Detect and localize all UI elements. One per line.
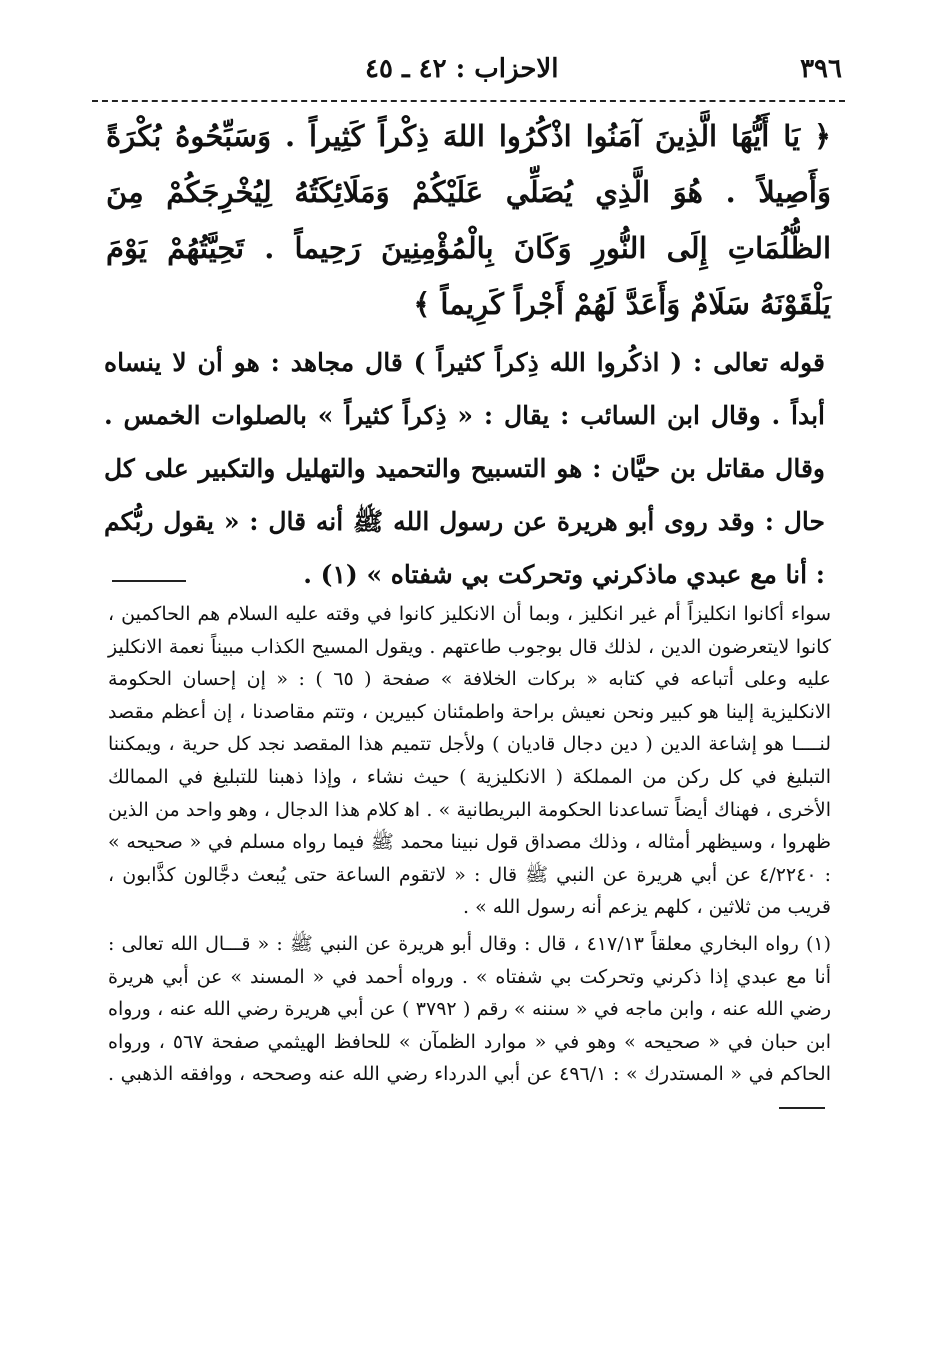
commentary-text: قوله تعالى : ( اذكُروا الله ذِكراً كثيراً ) قال مجاهد : هو أن لا ينساه أبداً . وقال ابن السائب : يقال : « ذِكراً كثيراً » بالصلوات الخمس . وقال مقاتل بن حيَّان : هو التسبيح والتحميد والتهليل والتكبير على كل حال : وقد روى أبو هريرة عن رسول الله ﷺ أنه قال : « يقول ربُّكم : أنا مع عبدي ماذكرني وتحركت بي شفتاه » (١) . xyxy=(104,348,825,589)
footnote-1 xyxy=(108,928,831,1124)
header-divider xyxy=(92,100,845,102)
footnote-divider xyxy=(112,580,186,582)
footnote-end-rule xyxy=(779,1107,825,1109)
footnote-continued: سواء أكانوا انكليزاً أم غير انكليز ، وبما أن الانكليز كانوا في وقته عليه السلام هم الحاكمين ، كانوا لايتعرضون الدين ، لذلك قال بوجوب طاعتهم . ويقول المسيح الكذاب مبيناً نعمة الانكليز عليه وعلى أتباعه في كتابه « بركات الخلافة » صفحة ( ٦٥ ) : « إن إحسان الحكومة الانكليزية إلينا هو كبير ونحن نعيش براحة واطمئنان كبيرين ، وتتم مقاصدنا ، إن أعظم مقصد لنــــا هو إشاعة الدين ( دين دجال قاديان ) ولأجل تتميم هذا المقصد نجد كل حرية ، ويمكننا التبليغ في كل ركن من المملكة ( الانكليزية ) حيث نشاء ، وإذا ذهبنا للتبليغ في الممالك الأخرى ، فهناك أيضاً تساعدنا الحكومة البريطانية » . اﻫ كلام هذا الدجال ، وهو واحد من الذين ظهروا ، وسيظهر أمثاله ، وذلك مصداق قول نبينا محمد ﷺ فيما رواه مسلم في « صحيحه » : ٤/٢٢٤٠ عن أبي هريرة عن النبي ﷺ قال : « لاتقوم الساعة حتى يُبعث دجَّالون كذَّابون ، قريب من ثلاثين ، كلهم يزعم أنه رسول الله » . xyxy=(108,603,831,919)
footnotes-section xyxy=(108,598,831,1124)
page-header xyxy=(95,50,842,94)
running-head: الاحزاب : ٤٢ ـ ٤٥ xyxy=(365,54,559,84)
footnote-1-text: (١) رواه البخاري معلقاً ٤١٧/١٣ ، قال : وقال أبو هريرة عن النبي ﷺ : « قـــال الله تعالى : أنا مع عبدي إذا ذكرني وتحركت بي شفتاه » . ورواه أحمد في « المسند » عن أبي هريرة رضي الله عنه ، وابن ماجه في « سننه » رقم ( ٣٧٩٢ ) عن أبي هريرة رضي الله عنه ، ورواه ابن حبان في « صحيحه » وهو في « موارد الظمآن » للحافظ الهيثمي صفحة ٥٦٧ ، ورواه الحاكم في « المستدرك » : ٤٩٦/١ عن أبي الدرداء رضي الله عنه وصححه ، ووافقه الذهبي . xyxy=(108,932,832,1086)
page-number: ٣٩٦ xyxy=(800,54,842,84)
quran-verses: ﴿ يَا أَيُّهَا الَّذِينَ آمَنُوا اذْكُرُوا اللهَ ذِكْراً كَثِيراً . وَسَبِّحُوهُ بُكْرَةً وَأَصِيلاً . هُوَ الَّذِي يُصَلِّي عَلَيْكُمْ وَمَلَائِكَتُهُ لِيُخْرِجَكُمْ مِنَ الظُّلُمَاتِ إِلَى النُّورِ وَكَانَ بِالْمُؤْمِنِينَ رَحِيماً . تَحِيَّتُهُمْ يَوْمَ يَلْقَوْنَهُ سَلَامٌ وَأَعَدَّ لَهُمْ أَجْراً كَرِيماً ﴾ xyxy=(106,119,831,321)
